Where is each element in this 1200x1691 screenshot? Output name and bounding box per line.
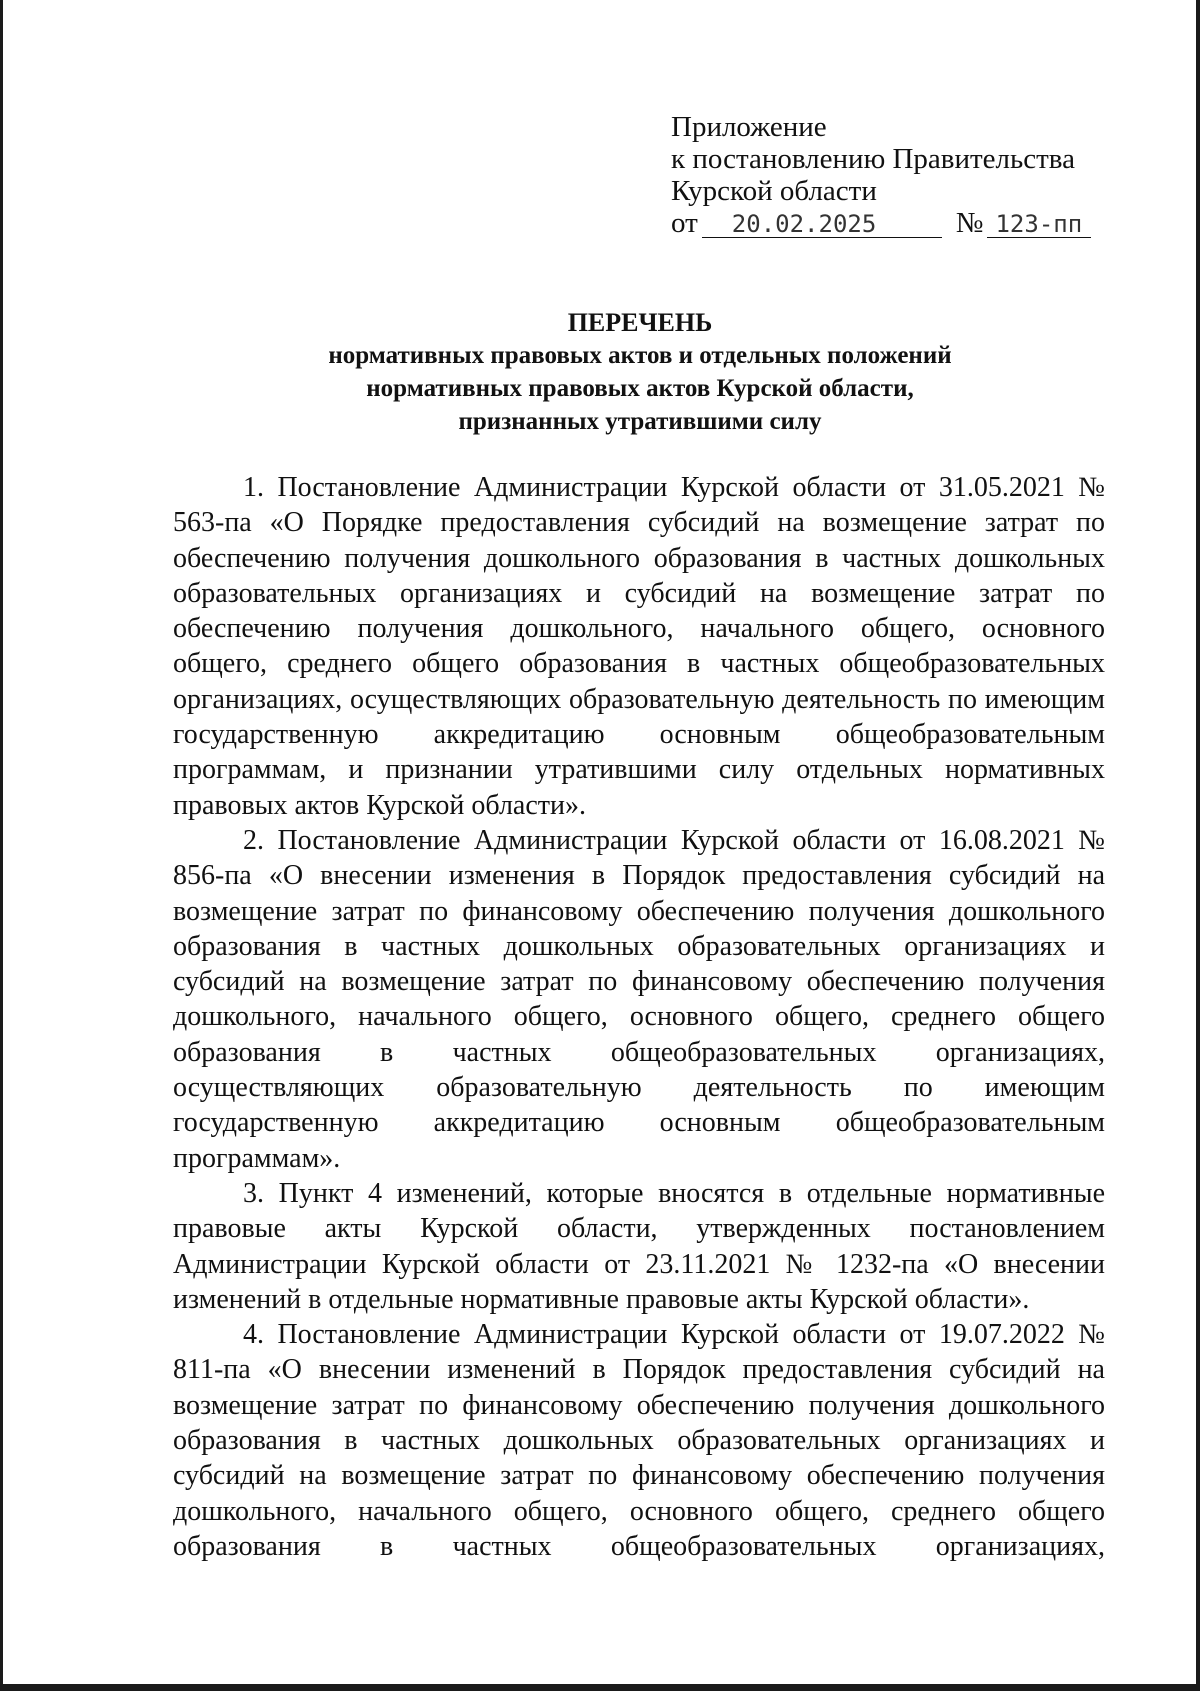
title-line-1: нормативных правовых актов и отдельных положений xyxy=(328,342,952,369)
appendix-header xyxy=(671,111,1091,239)
number-label: № xyxy=(955,207,984,239)
scan-border-bottom xyxy=(0,1684,1200,1691)
title-heading: ПЕРЕЧЕНЬ xyxy=(567,308,713,337)
appendix-title: Приложение xyxy=(671,111,827,143)
date-stamp: 20.02.2025 xyxy=(702,211,942,238)
appendix-date-number-line xyxy=(671,207,1091,239)
title-line-3: признанных утратившими силу xyxy=(458,408,822,435)
document-title xyxy=(160,306,1120,438)
list-item-1: 1. Постановление Администрации Курской области от 31.05.2021 № 563-па «О Порядке предоставления субсидий на возмещение затрат по обеспечению получения дошкольного образования в частных дошкольных образовательных организациях и субсидий на возмещение затрат по обеспечению получения дошкольного, начального общего, основного общего, среднего общего образования в частных общеобразовательных организациях, осуществляющих образовательную деятельность по имеющим государственную аккредитацию основным общеобразовательным программам, и признании утратившими силу отдельных нормативных правовых актов Курской области». xyxy=(173,472,1105,821)
number-stamp: 123-пп xyxy=(987,211,1091,238)
date-from-label: от xyxy=(671,207,698,239)
list-item-4: 4. Постановление Администрации Курской области от 19.07.2022 № 811-па «О внесении изменений в Порядок предоставления субсидий на возмещение затрат по финансовому обеспечению получения дошкольного образования в частных дошкольных образовательных организациях и субсидий на возмещение затрат по финансовому обеспечению получения дошкольного, начального общего, основного общего, среднего общего образования в частных общеобразовательных организациях, xyxy=(173,1319,1105,1562)
scan-border-left xyxy=(0,0,3,1691)
list-item-2: 2. Постановление Администрации Курской области от 16.08.2021 № 856-па «О внесении изменения в Порядок предоставления субсидий на возмещение затрат по финансовому обеспечению получения дошкольного образования в частных дошкольных образовательных организациях и субсидий на возмещение затрат по финансовому обеспечению получения дошкольного, начального общего, основного общего, среднего общего образования в частных общеобразовательных организациях, осуществляющих образовательную деятельность по имеющим государственную аккредитацию основным общеобразовательным программам». xyxy=(173,824,1105,1174)
list-item-3: 3. Пункт 4 изменений, которые вносятся в отдельные нормативные правовые акты Курской области, утвержденных постановлением Администрации Курской области от 23.11.2021 № 1232-па «О внесении изменений в отдельные нормативные правовые акты Курской области». xyxy=(173,1177,1105,1315)
appendix-region: Курской области xyxy=(671,175,877,207)
document-body xyxy=(173,470,1105,1564)
title-line-2: нормативных правовых актов Курской области, xyxy=(366,375,914,402)
appendix-reference: к постановлению Правительства xyxy=(671,143,1075,175)
scan-border-right xyxy=(1196,0,1200,1691)
